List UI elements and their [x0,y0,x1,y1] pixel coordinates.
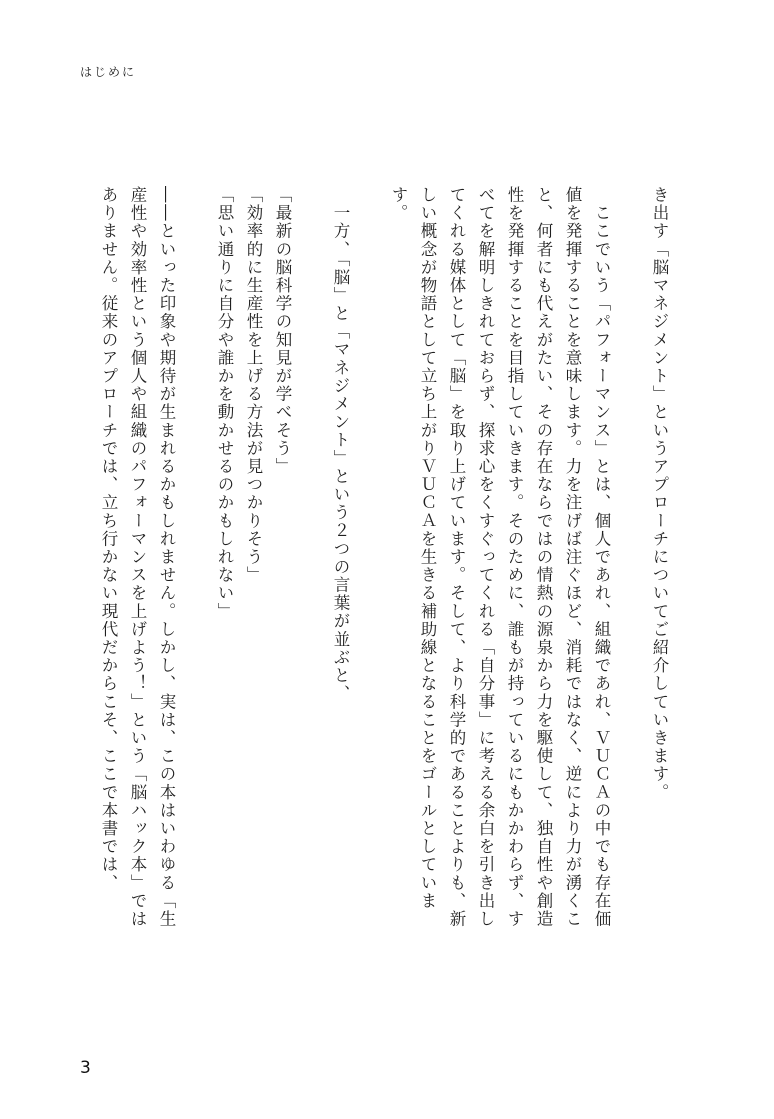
body-text-vertical [94,186,674,946]
paragraph-3: 一方、「脳」と「マネジメント」という２つの言葉が並ぶと、 [331,186,350,703]
running-header-chapter-title: はじめに [80,65,137,79]
paragraph-4: ――といった印象や期待が生まれるかもしれません。しかし、実は、この本はいわゆる「生産性や効率性という個人や組織のパフォーマンスを上げよう！」という「脳ハック本」ではありません。従来のアプローチでは、立ち行かない現代だからこそ、ここで本書では、 [99,186,176,929]
quote-line-3: 「思い通りに自分や誰かを動かせるのかもしれない」 [215,186,234,621]
paragraph-spacer-4 [181,186,210,946]
paragraph-2: ここでいう「パフォーマンス」とは、個人であれ、組織であれ、ＶＵＣＡの中でも存在価値を発揮することを意味します。力を注げば注ぐほど、消耗ではなく、逆により力が湧くこと、何者にも代えがたい、その存在ならではの情熱の源泉から力を駆使して、独自性や創造性を発揮することを目指していきます。そのために、誰もが持っているにもかかわらず、すべてを解明しきれておらず、探求心をくすぐってくれる「自分事」に考える余白を引き出してくれる媒体として「脳」を取り上げています。そして、より科学的であることよりも、新しい概念が物語として立ち上がりＶＵＣＡを生きる補助線となることをゴールとしています。 [389,186,611,929]
quote-line-1: 「最新の脳科学の知見が学べそう」 [273,186,292,476]
page-number: 3 [80,1058,91,1078]
paragraph-spacer-1 [616,186,645,946]
paragraph-spacer-3 [297,186,326,946]
paragraph-1: き出す「脳マネジメント」というアプローチについてご紹介していきます。 [650,186,669,802]
paragraph-spacer-2 [355,186,384,946]
quote-line-2: 「効率的に生産性を上げる方法が見つかりそう」 [244,186,263,585]
